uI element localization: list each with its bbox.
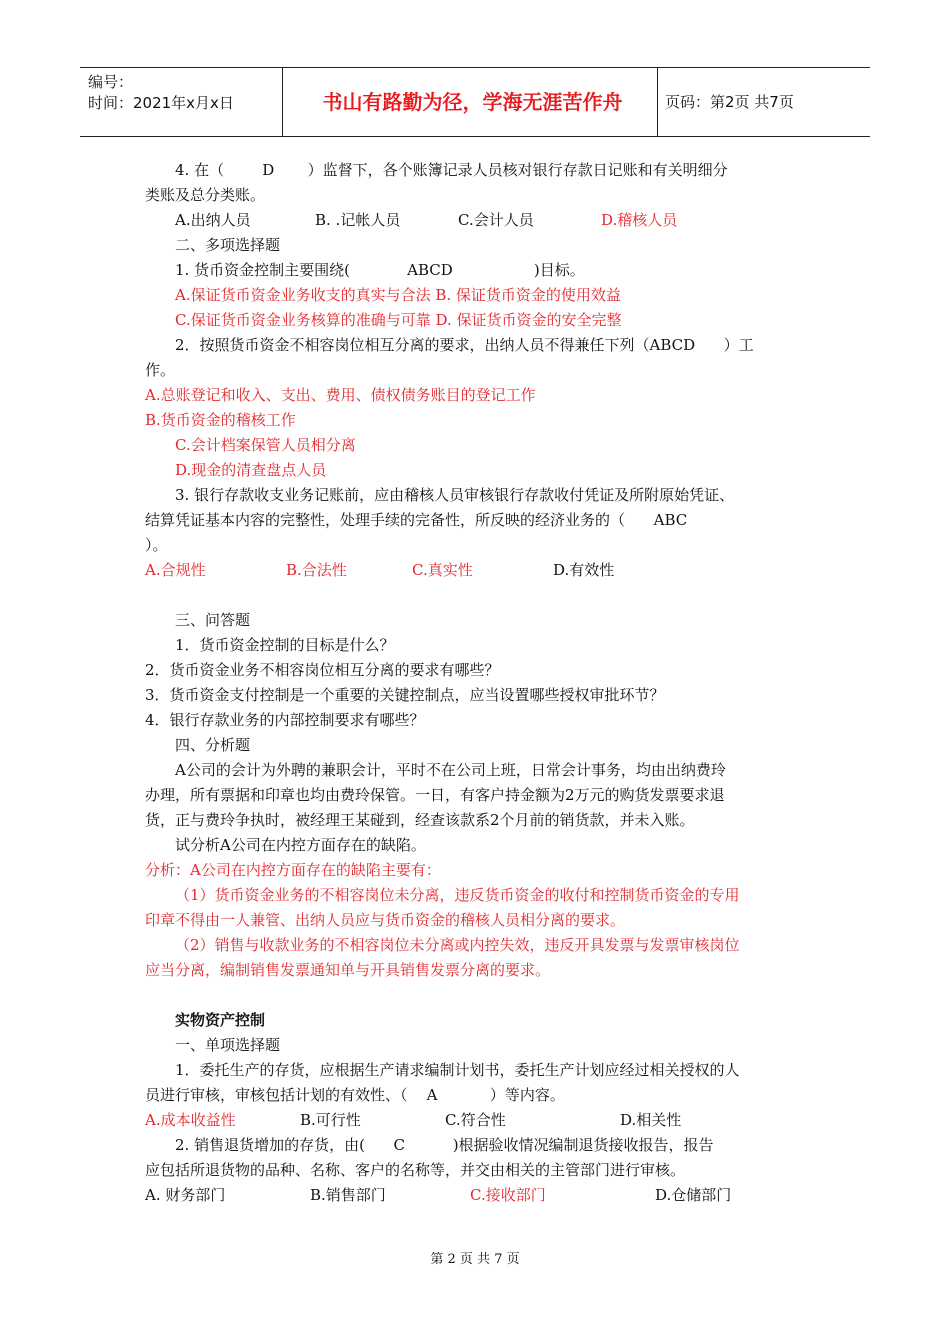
header-meta xyxy=(88,72,234,114)
question-text: 结算凭证基本内容的完整性，处理手续的完备性，所反映的经济业务的（ ABC xyxy=(145,511,688,529)
question-text: 1. 货币资金控制主要围绕( ABCD )目标。 xyxy=(175,261,585,279)
option-a: A. 财务部门 xyxy=(145,1186,226,1204)
date-label: 时间：2021年x月x日 xyxy=(88,94,234,112)
answer-options: C.保证货币资金业务核算的准确与可靠 D. 保证货币资金的安全完整 xyxy=(175,311,622,329)
option-c: C.符合性 xyxy=(445,1111,506,1129)
option-c: C.会计人员 xyxy=(458,211,534,229)
document-number-label: 编号： xyxy=(88,73,134,91)
question-text: 类账及总分类账。 xyxy=(145,186,266,204)
option-d: D.相关性 xyxy=(620,1111,682,1129)
question-text: 2. 销售退货增加的存货，由( C )根据验收情况编制退货接收报告，报告 xyxy=(175,1136,714,1154)
question-text: 1．货币资金控制的目标是什么？ xyxy=(175,636,395,654)
answer-option: B.货币资金的稽核工作 xyxy=(145,411,296,429)
question-text: 作。 xyxy=(145,361,176,379)
answer-option: A.总账登记和收入、支出、费用、债权债务账目的登记工作 xyxy=(145,386,536,404)
header-motto: 书山有路勤为径，学海无涯苦作舟 xyxy=(322,90,623,114)
section-heading: 二、多项选择题 xyxy=(175,236,281,254)
section-heading: 三、问答题 xyxy=(175,611,251,629)
section-heading: 一、单项选择题 xyxy=(175,1036,281,1054)
header-divider xyxy=(282,68,283,136)
answer-options: A.保证货币资金业务收支的真实与合法 B. 保证货币资金的使用效益 xyxy=(175,286,621,304)
question-text: 2．货币资金业务不相容岗位相互分离的要求有哪些？ xyxy=(145,661,500,679)
option-d: D.仓储部门 xyxy=(655,1186,732,1204)
question-text: 4．银行存款业务的内部控制要求有哪些？ xyxy=(145,711,425,729)
case-text: 货，正与费玲争执时，被经理王某碰到，经查该款系2个月前的销货款，并未入账。 xyxy=(145,811,695,829)
option-b: B.可行性 xyxy=(300,1111,361,1129)
question-text: 4. 在（ D ）监督下，各个账簿记录人员核对银行存款日记账和有关明细分 xyxy=(175,161,728,179)
page-header xyxy=(80,67,870,137)
question-text: 1．委托生产的存货，应根据生产请求编制计划书，委托生产计划应经过相关授权的人 xyxy=(175,1061,740,1079)
question-text: 应包括所退货物的品种、名称、客户的名称等，并交由相关的主管部门进行审核。 xyxy=(145,1161,686,1179)
question-text: ）。 xyxy=(145,536,168,554)
analysis-text: （2）销售与收款业务的不相容岗位未分离或内控失效，违反开具发票与发票审核岗位 xyxy=(175,936,740,954)
section-heading: 四、分析题 xyxy=(175,736,251,754)
answer-option: D.现金的清查盘点人员 xyxy=(175,461,327,479)
case-text: A公司的会计为外聘的兼职会计，平时不在公司上班，日常会计事务，均由出纳费玲 xyxy=(175,761,726,779)
analysis-text: 应当分离，编制销售发票通知单与开具销售发票分离的要求。 xyxy=(145,961,551,979)
analysis-heading: 分析：A公司在内控方面存在的缺陷主要有： xyxy=(145,861,441,879)
answer-option: C.会计档案保管人员相分离 xyxy=(175,436,356,454)
option-b: B.销售部门 xyxy=(310,1186,386,1204)
chapter-heading: 实物资产控制 xyxy=(175,1011,266,1029)
page-footer: 第 2 页 共 7 页 xyxy=(430,1252,520,1267)
analysis-text: （1）货币资金业务的不相容岗位未分离，违反货币资金的收付和控制货币资金的专用 xyxy=(175,886,740,904)
option-c-answer: C.真实性 xyxy=(412,561,473,579)
option-a-answer: A.合规性 xyxy=(145,561,206,579)
header-divider xyxy=(657,68,658,136)
option-c-answer: C.接收部门 xyxy=(470,1186,546,1204)
page-number-info: 页码：第2页 共7页 xyxy=(665,93,794,111)
case-question: 试分析A公司在内控方面存在的缺陷。 xyxy=(175,836,426,854)
question-text: 2．按照货币资金不相容岗位相互分离的要求，出纳人员不得兼任下列（ABCD ）工 xyxy=(175,336,754,354)
question-text: 员进行审核，审核包括计划的有效性、（ A ）等内容。 xyxy=(145,1086,565,1104)
question-text: 3．货币资金支付控制是一个重要的关键控制点，应当设置哪些授权审批环节？ xyxy=(145,686,665,704)
option-a-answer: A.成本收益性 xyxy=(145,1111,236,1129)
option-b-answer: B.合法性 xyxy=(286,561,347,579)
case-text: 办理，所有票据和印章也均由费玲保管。一日，有客户持金额为2万元的购货发票要求退 xyxy=(145,786,725,804)
analysis-text: 印章不得由一人兼管、出纳人员应与货币资金的稽核人员相分离的要求。 xyxy=(145,911,626,929)
option-d: D.有效性 xyxy=(553,561,615,579)
option-d-answer: D.稽核人员 xyxy=(601,211,678,229)
question-text: 3. 银行存款收支业务记账前，应由稽核人员审核银行存款收付凭证及所附原始凭证、 xyxy=(175,486,735,504)
option-b: B. .记帐人员 xyxy=(315,211,401,229)
option-a: A.出纳人员 xyxy=(175,211,251,229)
